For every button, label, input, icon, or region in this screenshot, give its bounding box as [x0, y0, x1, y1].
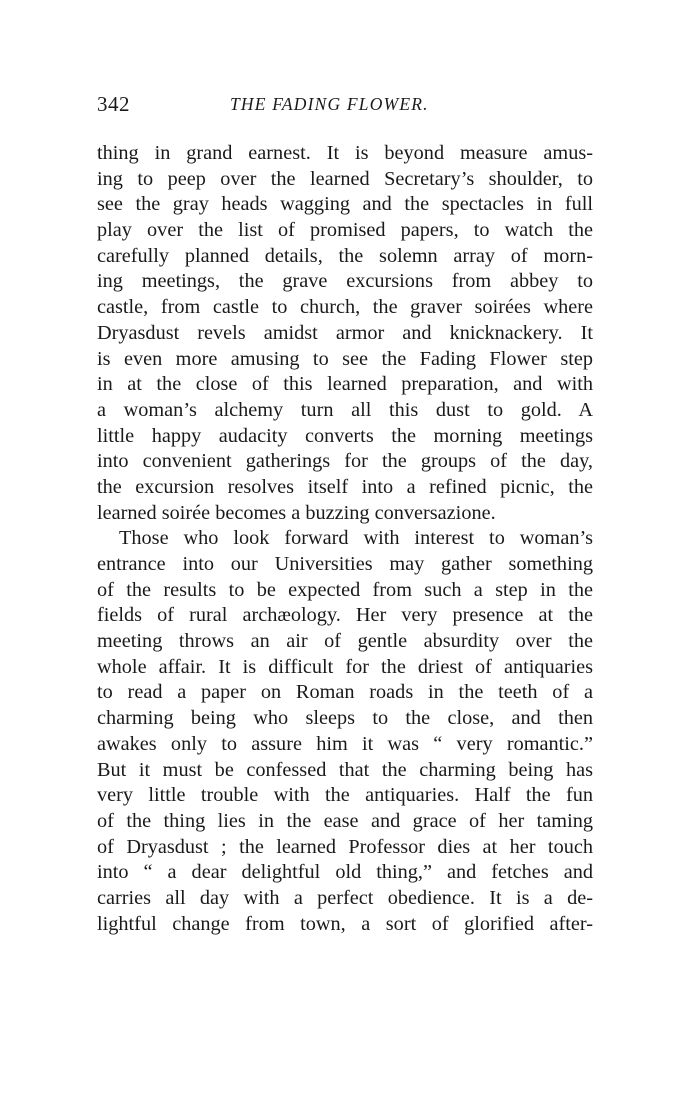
text-line: of the thing lies in the ease and grace of her taming: [97, 809, 593, 832]
text-line: very little trouble with the antiquaries. Half the fun: [97, 784, 593, 807]
text-line: castle, from castle to church, the graver soirées where: [97, 296, 593, 319]
text-line: ing to peep over the learned Secretary’s shoulder, to: [97, 167, 593, 190]
text-line: see the gray heads wagging and the spectacles in full: [97, 193, 593, 216]
text-line: meeting throws an air of gentle absurdity over the: [97, 630, 593, 653]
paragraph-2: [97, 526, 593, 937]
text-line: entrance into our Universities may gather something: [97, 553, 593, 575]
text-line: is even more amusing to see the Fading Flower step: [97, 347, 593, 370]
text-line: into convenient gatherings for the groups of the day,: [97, 450, 593, 473]
text-line: lightful change from town, a sort of glorified after-: [97, 912, 593, 935]
text-line: carries all day with a perfect obedience. It is a de-: [97, 886, 593, 909]
body-text: [97, 141, 593, 937]
text-line: little happy audacity converts the morning meetings: [97, 424, 593, 447]
text-line: the excursion resolves itself into a refined picnic, the: [97, 475, 593, 498]
text-line: awakes only to assure him it was “ very romantic.”: [97, 732, 593, 755]
paragraph-1: [97, 141, 593, 526]
text-line: Dryasdust revels amidst armor and knicknackery. It: [97, 321, 593, 344]
text-line: of the results to be expected from such a step in the: [97, 578, 593, 601]
text-line: fields of rural archæology. Her very presence at the: [97, 604, 593, 627]
text-line: into “ a dear delightful old thing,” and fetches and: [97, 861, 593, 884]
text-line: whole affair. It is difficult for the driest of antiquaries: [97, 655, 593, 678]
text-line: a woman’s alchemy turn all this dust to gold. A: [97, 398, 593, 421]
text-line: of Dryasdust ; the learned Professor dies at her touch: [97, 835, 593, 858]
text-line: to read a paper on Roman roads in the teeth of a: [97, 681, 593, 704]
text-line: ing meetings, the grave excursions from abbey to: [97, 270, 593, 293]
text-line: Those who look forward with interest to woman’s: [119, 527, 593, 550]
text-line: play over the list of promised papers, to watch the: [97, 219, 593, 242]
text-line: thing in grand earnest. It is beyond measure amus-: [97, 142, 593, 164]
page-number: 342: [97, 92, 130, 116]
running-title: THE FADING FLOWER.: [230, 94, 429, 114]
text-line: But it must be confessed that the charming being has: [97, 758, 593, 781]
page-header: [97, 92, 593, 122]
text-line: charming being who sleeps to the close, and then: [97, 707, 593, 730]
text-line: in at the close of this learned preparation, and with: [97, 373, 593, 396]
text-line: learned soirée becomes a buzzing conversazione.: [97, 501, 496, 524]
text-line: carefully planned details, the solemn array of morn-: [97, 244, 593, 267]
